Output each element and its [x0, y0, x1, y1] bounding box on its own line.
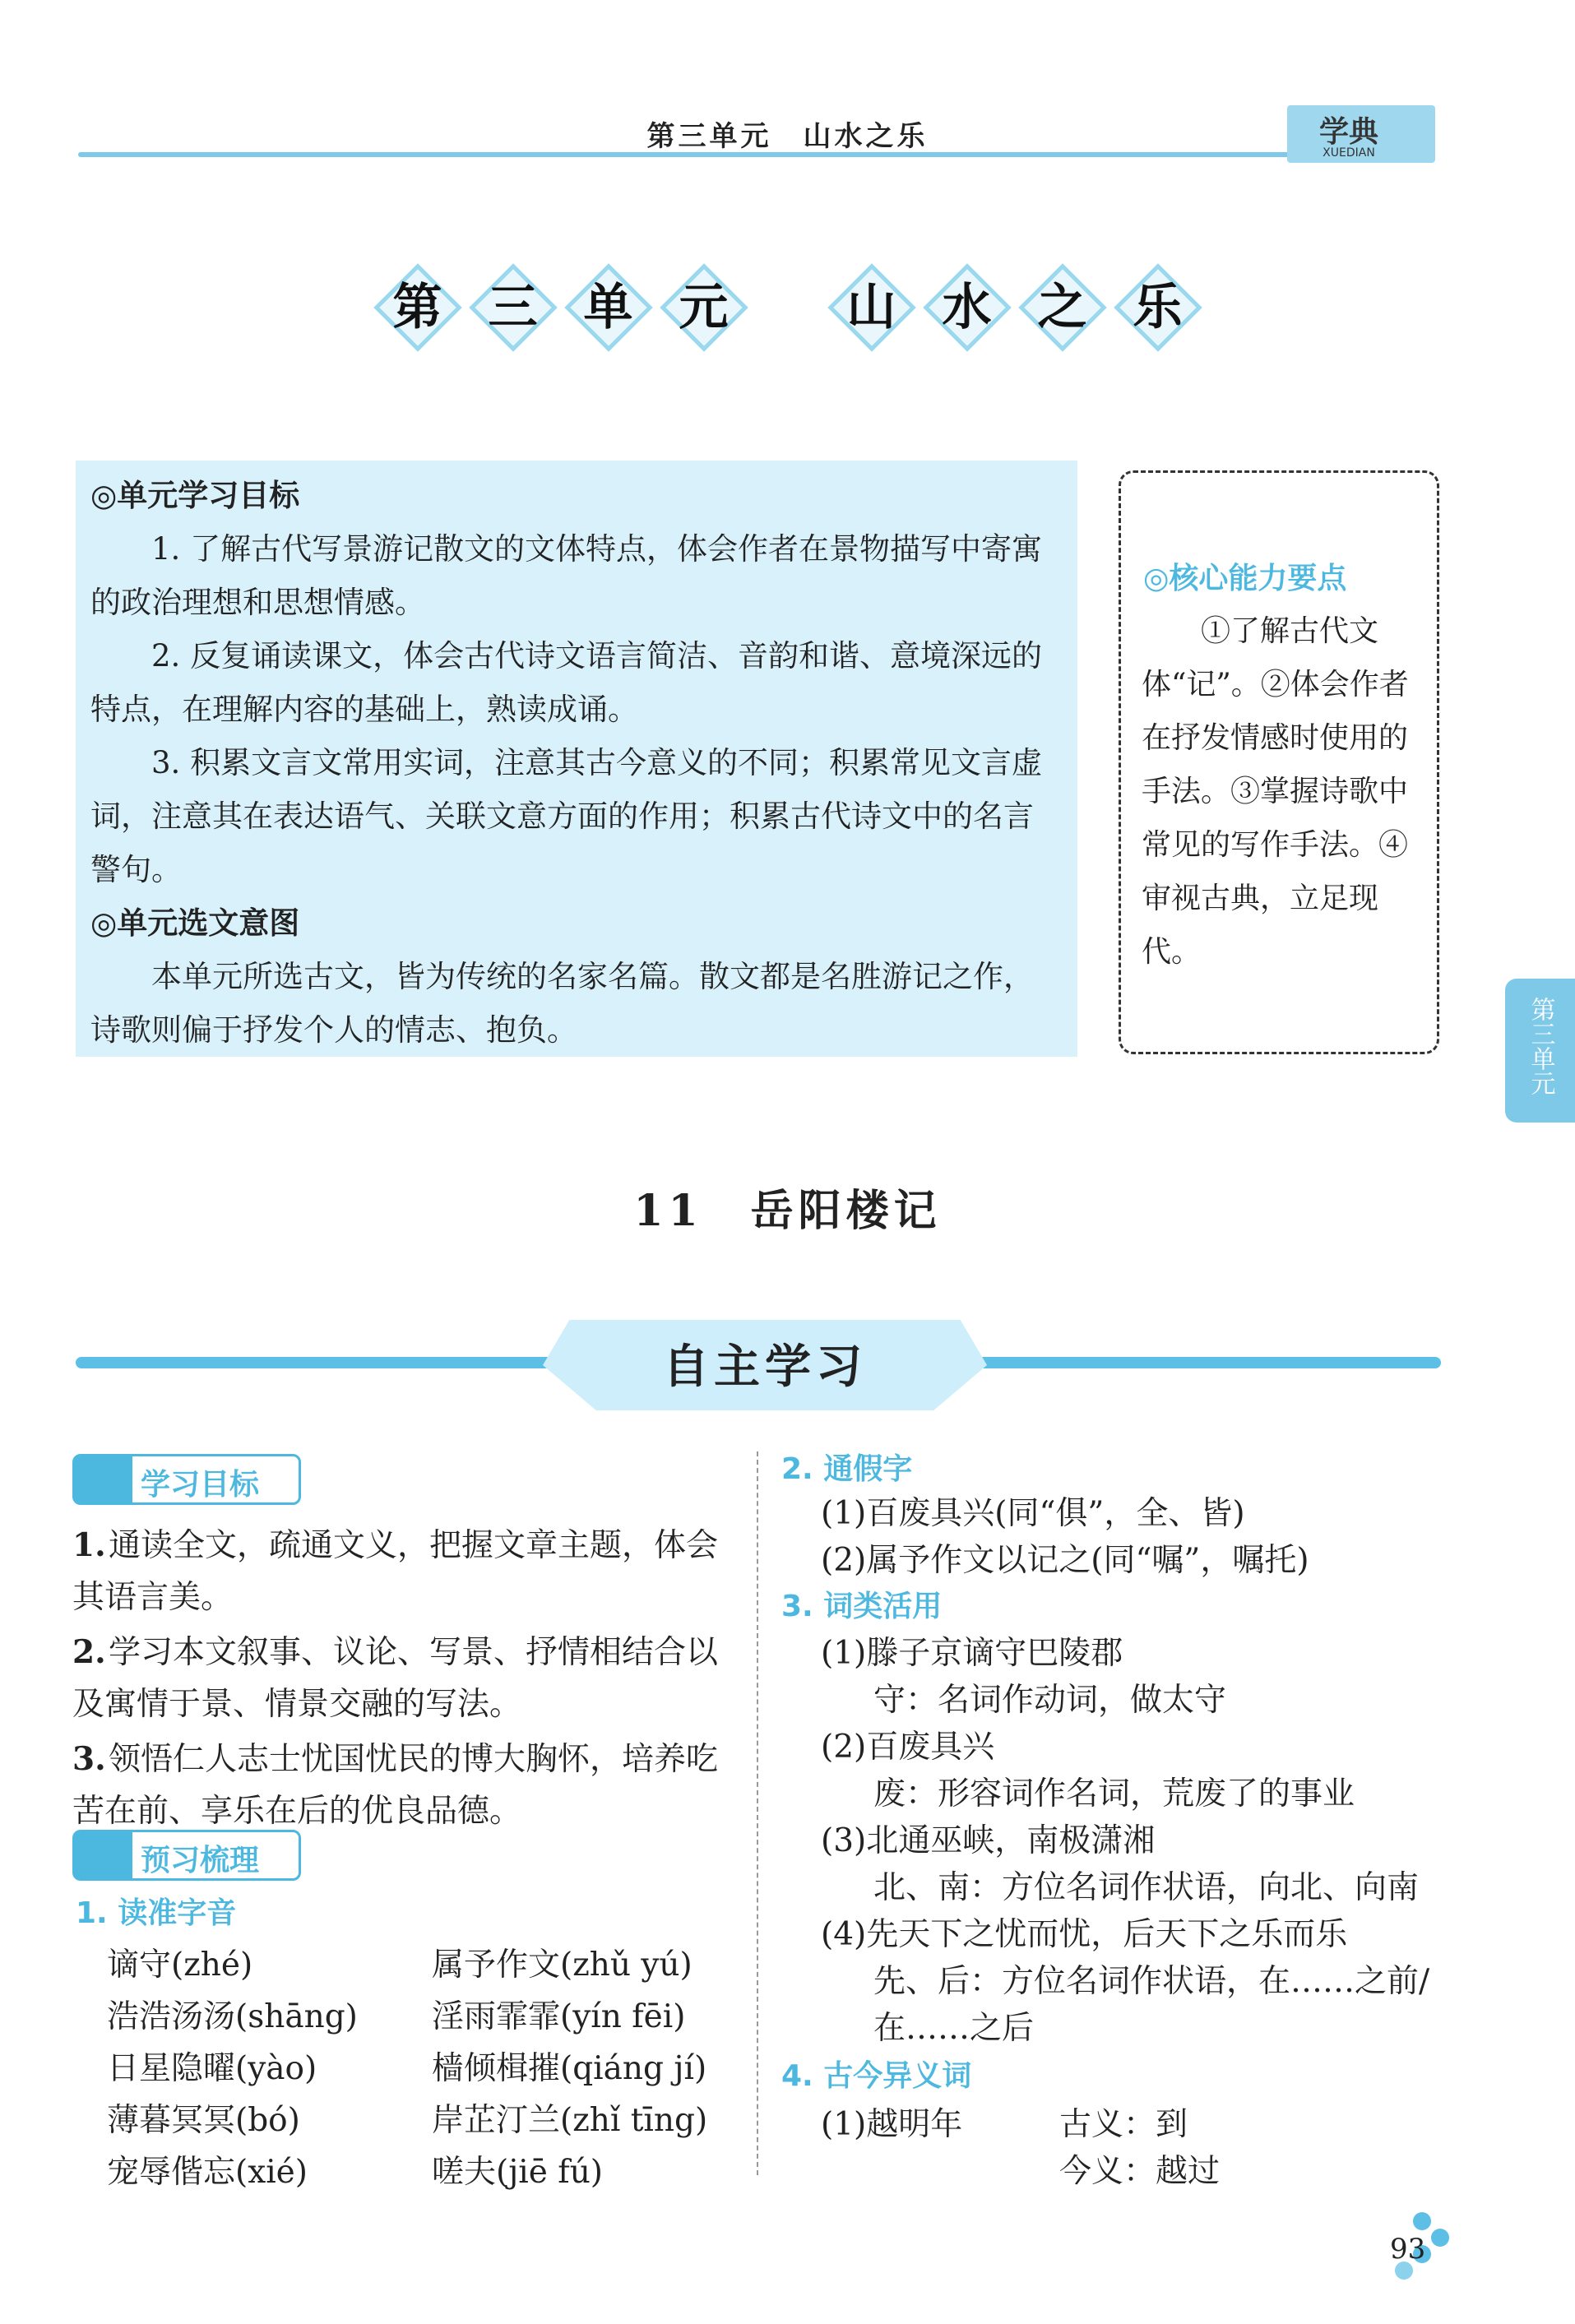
ci-explain: 废：形容词作名词，荒废了的事业: [873, 1775, 1355, 1812]
column-divider: [757, 1451, 758, 2175]
intent-heading: ◎单元选文意图: [90, 905, 300, 941]
page-number: 93: [1390, 2233, 1426, 2266]
ci-item: (2)百废具兴: [821, 1729, 995, 1766]
goal-item: 2.学习本文叙事、议论、写景、抒情相结合以及寓情于景、情景交融的写法。: [72, 1633, 719, 1723]
jia-item: (1)百废具兴(同“俱”，全、皆): [821, 1495, 1245, 1532]
unit-title-char: 元: [668, 271, 740, 344]
preview-label: 预习梳理: [72, 1830, 301, 1881]
gu-item: (1)越明年 古义：到: [821, 2106, 1188, 2143]
jia-item: (2)属予作文以记之(同“嘱”，嘱托): [821, 1542, 1309, 1579]
pron-row: 薄暮冥冥(bó) 岸芷汀兰(zhǐ tīng): [107, 2102, 708, 2139]
pron-row: 谪守(zhé) 属予作文(zhǔ yú): [107, 1947, 693, 1984]
pron-row: 宠辱偕忘(xié) 嗟夫(jiē fú): [107, 2154, 604, 2191]
pencil-icon: [75, 1832, 132, 1878]
core-text: ①了解古代文体“记”。②体会作者在抒发情感时使用的手法。③掌握诗歌中常见的写作手法。④审视古典，立足现代。: [1142, 614, 1409, 969]
gu-new-meaning: 今义：越过: [1059, 2153, 1221, 2190]
objectives-heading: ◎单元学习目标: [90, 478, 300, 513]
student-icon: [75, 1456, 132, 1502]
ci-item: (3)北通巫峡，南极潇湘: [821, 1822, 1156, 1859]
ci-heading: 3. 词类活用: [781, 1590, 943, 1623]
gu-heading: 4. 古今异义词: [781, 2059, 972, 2093]
unit-title-char: 第: [382, 271, 454, 344]
pron-heading: 1. 读准字音: [76, 1896, 237, 1930]
unit-title-char: 山: [836, 271, 908, 344]
ci-item: (1)滕子京谪守巴陵郡: [821, 1635, 1123, 1672]
goal-item: 1.通读全文，疏通文义，把握文章主题，体会其语言美。: [72, 1526, 719, 1616]
brand-logo-subtext: XUEDIAN: [1323, 146, 1375, 160]
pron-row: 浩浩汤汤(shāng) 淫雨霏霏(yín fēi): [107, 1998, 686, 2035]
unit-title-char: 单: [572, 271, 645, 344]
unit-title-char: 水: [931, 271, 1003, 344]
goal-item: 3.领悟仁人志士忧国忧民的博大胸怀，培养吃苦在前、享乐在后的优良品德。: [72, 1740, 719, 1830]
unit-title-char: 乐: [1122, 271, 1194, 344]
unit-title: [0, 271, 1575, 344]
unit-objectives-box: [76, 461, 1077, 1057]
ci-explain: 北、南：方位名词作状语，向北、向南: [873, 1869, 1420, 1906]
right-column: [781, 1449, 1452, 2195]
unit-side-tab: 第三单元: [1505, 979, 1575, 1123]
goals-label: 学习目标: [72, 1454, 301, 1505]
unit-title-char: 之: [1026, 271, 1099, 344]
objective-item: 3. 积累文言文常用实词，注意其古今意义的不同；积累常见文言虚词，注意其在表达语气、关联文意方面的作用；积累古代诗文中的名言警句。: [90, 745, 1043, 887]
section-title: 自主学习: [663, 1340, 867, 1394]
pron-row: 日星隐曜(yào) 樯倾楫摧(qiáng jí): [107, 2050, 707, 2087]
intent-text: 本单元所选古文，皆为传统的名家名篇。散文都是名胜游记之作，诗歌则偏于抒发个人的情志、抱负。: [90, 959, 1034, 1048]
running-title: 第三单元 山水之乐: [646, 120, 929, 153]
lesson-title: 11 岳阳楼记: [633, 1186, 942, 1236]
objective-item: 1. 了解古代写景游记散文的文体特点，体会作者在景物描写中寄寓的政治理想和思想情感。: [90, 531, 1043, 620]
pronunciation-table: [107, 1939, 748, 2198]
ci-item: (4)先天下之忧而忧，后天下之乐而乐: [821, 1916, 1348, 1953]
ci-explain: 先、后：方位名词作状语，在……之前/在……之后: [873, 1963, 1430, 2047]
brand-logo-text: 学典: [1318, 114, 1378, 149]
goals-list: [72, 1520, 739, 1837]
jia-heading: 2. 通假字: [781, 1452, 913, 1486]
unit-title-char: 三: [477, 271, 549, 344]
core-heading: ◎核心能力要点: [1143, 562, 1347, 595]
ci-explain: 守：名词作动词，做太守: [873, 1682, 1227, 1719]
objective-item: 2. 反复诵读课文，体会古代诗文语言简洁、音韵和谐、意境深远的特点，在理解内容的基础上，熟读成诵。: [90, 638, 1043, 727]
